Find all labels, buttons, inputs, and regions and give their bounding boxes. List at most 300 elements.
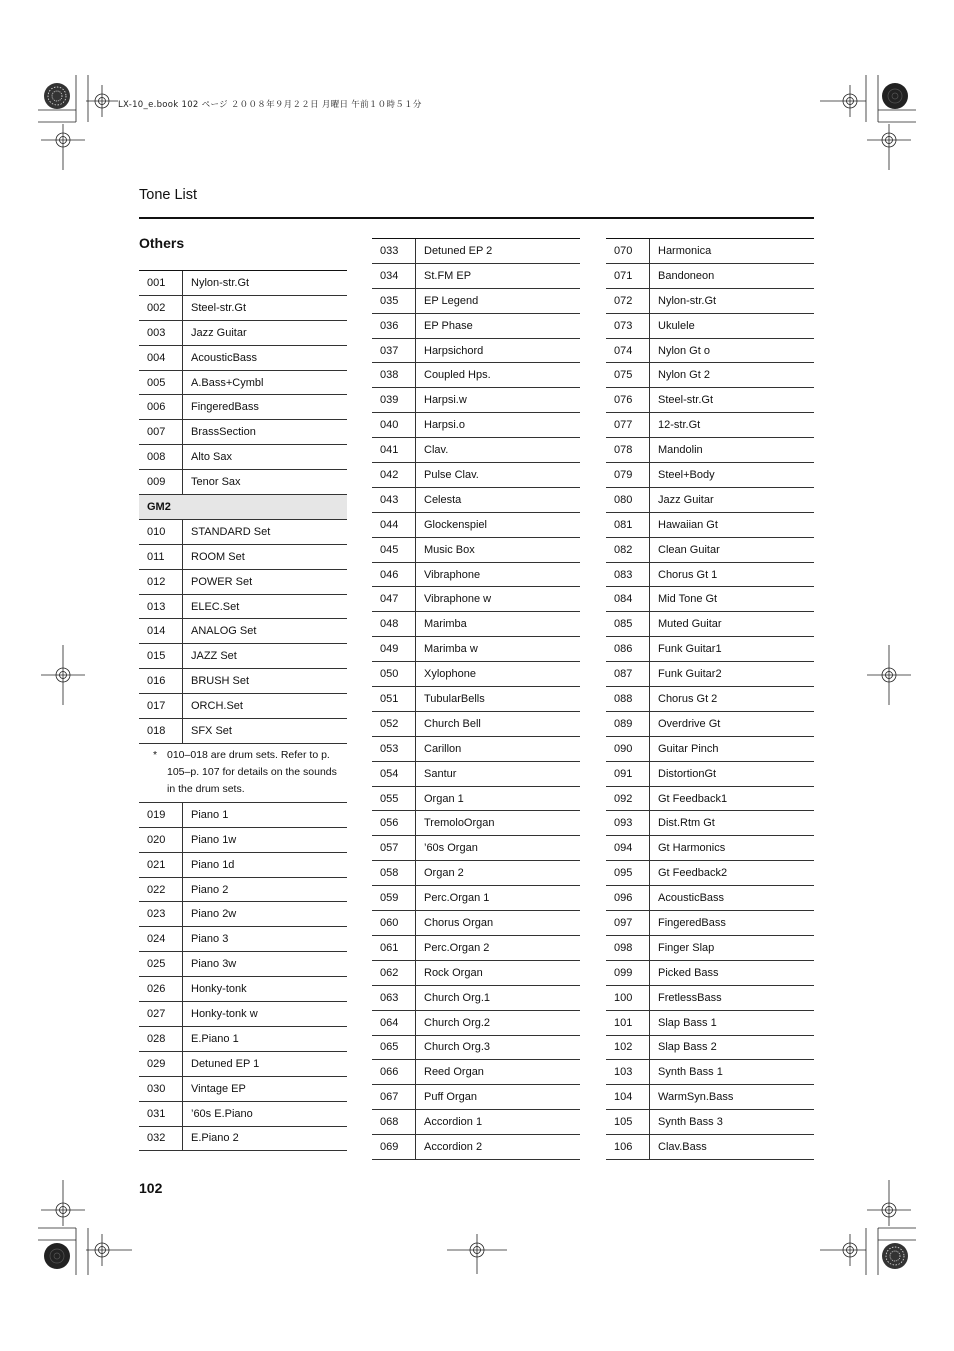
table-row	[606, 289, 814, 314]
tone-number: 011	[139, 545, 183, 569]
tone-name: Steel+Body	[658, 468, 715, 481]
tone-name: Synth Bass 1	[658, 1066, 723, 1079]
table-row	[606, 936, 814, 961]
tone-number: 038	[372, 363, 416, 387]
tone-number: 012	[139, 570, 183, 594]
tone-name: Accordion 2	[424, 1141, 483, 1153]
tone-name: 12-str.Gt	[658, 419, 701, 432]
tone-number: 104	[606, 1085, 650, 1109]
tone-name: TremoloOrgan	[424, 817, 495, 830]
tone-name: EP Phase	[424, 319, 473, 332]
tone-name: Ukulele	[658, 319, 695, 332]
tone-name: FretlessBass	[658, 991, 722, 1004]
table-row	[139, 927, 347, 952]
note-text: 010–018 are drum sets. Refer to p. 105–p. 107 for details on the sounds in the drum sets.	[167, 748, 337, 795]
tone-number: 073	[606, 314, 650, 338]
tone-name: Dist.Rtm Gt	[658, 817, 715, 830]
tone-number: 006	[139, 395, 183, 419]
table-row	[139, 420, 347, 445]
tone-number: 054	[372, 762, 416, 786]
tone-number: 056	[372, 811, 416, 835]
tone-number: 096	[606, 886, 650, 910]
tone-name: Coupled Hps.	[424, 369, 491, 382]
tone-number: 032	[139, 1127, 183, 1151]
tone-name: Nylon Gt 2	[658, 369, 710, 382]
tone-number: 049	[372, 637, 416, 661]
tone-name: Harpsi.w	[424, 394, 467, 407]
tone-name: Gt Feedback2	[658, 867, 728, 880]
tone-number: 050	[372, 662, 416, 686]
tone-name: Church Org.1	[424, 991, 491, 1004]
tone-number: 057	[372, 836, 416, 860]
tone-name: Piano 1d	[191, 858, 235, 871]
tone-name: Funk Guitar1	[658, 643, 722, 656]
table-row	[372, 712, 580, 737]
table-row	[606, 438, 814, 463]
tone-name: Honky-tonk w	[191, 1007, 258, 1020]
tone-name: Accordion 1	[424, 1116, 483, 1129]
tone-name: Piano 2	[191, 883, 229, 896]
tone-number: 100	[606, 986, 650, 1010]
table-row	[139, 346, 347, 371]
table-row	[139, 1127, 347, 1152]
table-row	[606, 538, 814, 563]
tone-number: 020	[139, 828, 183, 852]
tone-number: 037	[372, 339, 416, 363]
table-row	[139, 803, 347, 828]
tone-name: DistortionGt	[658, 767, 717, 780]
tone-name: Clav.Bass	[658, 1141, 707, 1153]
table-row	[372, 1036, 580, 1061]
tone-number: 087	[606, 662, 650, 686]
table-row	[139, 1002, 347, 1027]
tone-number: 027	[139, 1002, 183, 1026]
tone-number: 046	[372, 563, 416, 587]
table-row	[372, 737, 580, 762]
table-row	[372, 1110, 580, 1135]
tone-name: Nylon-str.Gt	[658, 294, 717, 307]
table-row	[139, 719, 347, 744]
tone-name: Celesta	[424, 493, 462, 506]
table-row	[139, 296, 347, 321]
table-row	[139, 545, 347, 570]
tone-name: Carillon	[424, 742, 462, 755]
tone-name: E.Piano 2	[191, 1132, 239, 1145]
tone-name: Harpsichord	[424, 344, 484, 357]
tone-name: Jazz Guitar	[191, 326, 247, 339]
tone-name: Reed Organ	[424, 1066, 484, 1079]
tone-number: 051	[372, 687, 416, 711]
tone-number: 047	[372, 587, 416, 611]
tone-number: 030	[139, 1077, 183, 1101]
drum-set-note	[139, 744, 347, 803]
tone-name: Chorus Gt 1	[658, 568, 718, 581]
tone-name: Piano 3	[191, 933, 229, 946]
table-row	[139, 902, 347, 927]
tone-table-column-3	[606, 238, 814, 1160]
tone-name: AcousticBass	[658, 892, 725, 905]
tone-number: 058	[372, 861, 416, 885]
table-row	[139, 445, 347, 470]
tone-name: Glockenspiel	[424, 518, 487, 531]
tone-number: 065	[372, 1036, 416, 1060]
tone-number: 024	[139, 927, 183, 951]
tone-number: 072	[606, 289, 650, 313]
tone-number: 018	[139, 719, 183, 743]
tone-number: 016	[139, 669, 183, 693]
table-row	[606, 787, 814, 812]
tone-name: Vibraphone	[424, 568, 481, 581]
tone-name: ELEC.Set	[191, 600, 240, 613]
table-row	[372, 612, 580, 637]
tone-number: 068	[372, 1110, 416, 1134]
table-row	[372, 239, 580, 264]
tone-name: Perc.Organ 1	[424, 892, 490, 905]
tone-number: 052	[372, 712, 416, 736]
table-row	[139, 619, 347, 644]
tone-name: Detuned EP 1	[191, 1057, 260, 1070]
tone-number: 101	[606, 1011, 650, 1035]
tone-number: 067	[372, 1085, 416, 1109]
table-row	[372, 538, 580, 563]
table-row	[372, 986, 580, 1011]
table-row	[372, 587, 580, 612]
table-row	[606, 413, 814, 438]
section-title: Tone List	[139, 187, 198, 203]
table-row	[606, 314, 814, 339]
tone-name: AcousticBass	[191, 351, 258, 364]
table-row	[372, 264, 580, 289]
tone-number: 039	[372, 388, 416, 412]
tone-number: 003	[139, 321, 183, 345]
table-row	[606, 264, 814, 289]
tone-number: 034	[372, 264, 416, 288]
tone-number: 017	[139, 694, 183, 718]
tone-name: Bandoneon	[658, 269, 715, 282]
tone-number: 053	[372, 737, 416, 761]
tone-name: Piano 1w	[191, 833, 237, 846]
tone-number: 070	[606, 239, 650, 263]
table-row	[606, 961, 814, 986]
tone-name: Nylon Gt o	[658, 344, 710, 357]
table-row	[606, 1011, 814, 1036]
tone-number: 081	[606, 513, 650, 537]
tone-number: 091	[606, 762, 650, 786]
table-row	[139, 1077, 347, 1102]
table-row	[139, 853, 347, 878]
tone-number: 023	[139, 902, 183, 926]
section-rule	[139, 217, 814, 219]
table-row	[372, 1011, 580, 1036]
tone-number: 044	[372, 513, 416, 537]
tone-number: 092	[606, 787, 650, 811]
table-row	[372, 911, 580, 936]
table-row	[372, 289, 580, 314]
tone-name: Organ 1	[424, 792, 464, 805]
tone-name: Chorus Organ	[424, 916, 494, 929]
tone-number: 086	[606, 637, 650, 661]
tone-name: Church Org.2	[424, 1016, 491, 1029]
tone-number: 106	[606, 1135, 650, 1159]
table-row	[139, 321, 347, 346]
table-row	[139, 669, 347, 694]
tone-name: Rock Organ	[424, 966, 483, 979]
tone-number: 008	[139, 445, 183, 469]
tone-number: 061	[372, 936, 416, 960]
tone-name: Church Bell	[424, 717, 481, 730]
tone-name: ’60s E.Piano	[191, 1107, 253, 1120]
print-header-line: LX-10_e.book 102 ページ ２００８年９月２２日 月曜日 午前１０時５１分	[118, 100, 422, 110]
page-number: 102	[139, 1180, 163, 1196]
tone-name: FingeredBass	[658, 916, 726, 929]
tone-name: Clean Guitar	[658, 543, 720, 556]
tone-number: 025	[139, 952, 183, 976]
table-row	[606, 737, 814, 762]
tone-name: Synth Bass 3	[658, 1116, 723, 1129]
table-row	[606, 1110, 814, 1135]
tone-number: 084	[606, 587, 650, 611]
tone-number: 090	[606, 737, 650, 761]
tone-number: 098	[606, 936, 650, 960]
table-row	[372, 488, 580, 513]
tone-name: Puff Organ	[424, 1091, 477, 1104]
tone-number: 085	[606, 612, 650, 636]
table-row	[606, 637, 814, 662]
tone-name: E.Piano 1	[191, 1032, 239, 1045]
table-row	[372, 787, 580, 812]
tone-number: 042	[372, 463, 416, 487]
table-row	[606, 986, 814, 1011]
table-row	[606, 563, 814, 588]
tone-name: Slap Bass 1	[658, 1016, 717, 1029]
tone-number: 071	[606, 264, 650, 288]
table-row	[372, 637, 580, 662]
tone-name: Muted Guitar	[658, 618, 722, 631]
tone-name: Overdrive Gt	[658, 717, 721, 730]
tone-name: Nylon-str.Gt	[191, 276, 250, 289]
tone-name: ORCH.Set	[191, 700, 243, 713]
table-row	[606, 811, 814, 836]
tone-name: Clav.	[424, 444, 449, 457]
tone-name: Vintage EP	[191, 1082, 246, 1095]
tone-name: Tenor Sax	[191, 476, 241, 489]
table-row	[606, 1135, 814, 1160]
tone-name: Slap Bass 2	[658, 1041, 717, 1054]
table-row	[606, 513, 814, 538]
tone-name: Funk Guitar2	[658, 668, 722, 681]
tone-name: Xylophone	[424, 668, 476, 681]
tone-name: Pulse Clav.	[424, 468, 479, 481]
table-row	[372, 363, 580, 388]
tone-name: ’60s Organ	[424, 842, 478, 855]
tone-name: BRUSH Set	[191, 675, 250, 688]
tone-name: SFX Set	[191, 724, 232, 737]
tone-name: Organ 2	[424, 867, 464, 880]
tone-name: Guitar Pinch	[658, 742, 719, 755]
table-row	[372, 1135, 580, 1160]
tone-name: Piano 1	[191, 808, 229, 821]
tone-number: 078	[606, 438, 650, 462]
tone-number: 033	[372, 239, 416, 263]
table-row	[606, 1085, 814, 1110]
table-row	[606, 861, 814, 886]
table-row	[139, 1102, 347, 1127]
tone-number: 036	[372, 314, 416, 338]
table-row	[139, 470, 347, 495]
table-row	[606, 911, 814, 936]
tone-name: Gt Feedback1	[658, 792, 728, 805]
table-row	[139, 694, 347, 719]
table-row	[606, 1060, 814, 1085]
tone-number: 083	[606, 563, 650, 587]
note-marker: *	[153, 748, 158, 761]
table-row	[139, 271, 347, 296]
tone-number: 013	[139, 595, 183, 619]
table-row	[606, 612, 814, 637]
tone-name: POWER Set	[191, 575, 253, 588]
table-row	[139, 952, 347, 977]
tone-number: 029	[139, 1052, 183, 1076]
table-row	[372, 388, 580, 413]
tone-name: ANALOG Set	[191, 625, 257, 638]
table-row	[606, 239, 814, 264]
tone-name: Marimba	[424, 618, 467, 631]
table-row	[372, 762, 580, 787]
tone-number: 064	[372, 1011, 416, 1035]
table-row	[372, 314, 580, 339]
tone-number: 089	[606, 712, 650, 736]
table-row	[139, 520, 347, 545]
tone-name: Steel-str.Gt	[658, 394, 714, 407]
table-row	[139, 1027, 347, 1052]
table-row	[606, 762, 814, 787]
tone-number: 048	[372, 612, 416, 636]
table-row	[372, 861, 580, 886]
table-row	[139, 570, 347, 595]
tone-number: 069	[372, 1135, 416, 1159]
tone-number: 007	[139, 420, 183, 444]
table-row	[372, 687, 580, 712]
tone-name: Piano 2w	[191, 908, 237, 921]
tone-number: 035	[372, 289, 416, 313]
tone-name: Piano 3w	[191, 958, 237, 971]
table-row	[139, 395, 347, 420]
table-row	[139, 878, 347, 903]
tone-name: WarmSyn.Bass	[658, 1091, 734, 1104]
table-row	[139, 371, 347, 396]
table-row	[372, 886, 580, 911]
table-row	[372, 339, 580, 364]
tone-name: St.FM EP	[424, 269, 472, 282]
tone-name: Church Org.3	[424, 1041, 491, 1054]
table-row	[139, 828, 347, 853]
tone-number: 097	[606, 911, 650, 935]
tone-number: 105	[606, 1110, 650, 1134]
tone-number: 099	[606, 961, 650, 985]
tone-number: 062	[372, 961, 416, 985]
tone-name: Santur	[424, 767, 457, 780]
tone-number: 001	[139, 271, 183, 295]
table-row	[606, 388, 814, 413]
tone-number: 045	[372, 538, 416, 562]
others-heading: Others	[139, 235, 185, 251]
tone-number: 075	[606, 363, 650, 387]
tone-number: 066	[372, 1060, 416, 1084]
table-row	[139, 1052, 347, 1077]
tone-number: 076	[606, 388, 650, 412]
tone-number: 028	[139, 1027, 183, 1051]
tone-number: 074	[606, 339, 650, 363]
table-row	[606, 1036, 814, 1061]
tone-name: Marimba w	[424, 643, 478, 656]
tone-number: 079	[606, 463, 650, 487]
tone-number: 031	[139, 1102, 183, 1126]
tone-number: 103	[606, 1060, 650, 1084]
tone-number: 026	[139, 977, 183, 1001]
tone-name: A.Bass+Cymbl	[191, 376, 264, 389]
tone-number: 005	[139, 371, 183, 395]
table-row	[372, 463, 580, 488]
tone-name: FingeredBass	[191, 401, 259, 414]
tone-number: 041	[372, 438, 416, 462]
tone-name: Chorus Gt 2	[658, 692, 718, 705]
table-row	[372, 836, 580, 861]
tone-number: 021	[139, 853, 183, 877]
table-row	[606, 687, 814, 712]
table-row	[606, 339, 814, 364]
table-row	[606, 488, 814, 513]
tone-name: Music Box	[424, 543, 475, 556]
tone-number: 082	[606, 538, 650, 562]
tone-name: Gt Harmonics	[658, 842, 726, 855]
table-row	[606, 363, 814, 388]
table-row	[372, 1060, 580, 1085]
tone-number: 015	[139, 644, 183, 668]
tone-number: 019	[139, 803, 183, 827]
table-row	[606, 587, 814, 612]
tone-name: Steel-str.Gt	[191, 301, 247, 314]
tone-name: Harpsi.o	[424, 419, 465, 432]
tone-number: 080	[606, 488, 650, 512]
tone-number: 063	[372, 986, 416, 1010]
tone-number: 093	[606, 811, 650, 835]
tone-name: Finger Slap	[658, 941, 715, 954]
table-row	[372, 936, 580, 961]
table-row	[606, 662, 814, 687]
tone-name: Jazz Guitar	[658, 493, 714, 506]
tone-number: 043	[372, 488, 416, 512]
tone-table-column-1	[139, 270, 347, 1151]
tone-name: STANDARD Set	[191, 525, 271, 538]
tone-number: 077	[606, 413, 650, 437]
tone-table-column-2	[372, 238, 580, 1160]
tone-name: ROOM Set	[191, 550, 245, 563]
tone-name: JAZZ Set	[191, 650, 237, 663]
tone-name: Alto Sax	[191, 451, 232, 464]
tone-number: 088	[606, 687, 650, 711]
tone-name: EP Legend	[424, 294, 479, 307]
tone-name: TubularBells	[424, 692, 485, 705]
tone-name: Detuned EP 2	[424, 244, 493, 257]
tone-name: Hawaiian Gt	[658, 518, 718, 531]
tone-number: 055	[372, 787, 416, 811]
tone-number: 060	[372, 911, 416, 935]
tone-number: 010	[139, 520, 183, 544]
table-row	[372, 413, 580, 438]
tone-number: 022	[139, 878, 183, 902]
tone-name: Picked Bass	[658, 966, 719, 979]
tone-number: 014	[139, 619, 183, 643]
